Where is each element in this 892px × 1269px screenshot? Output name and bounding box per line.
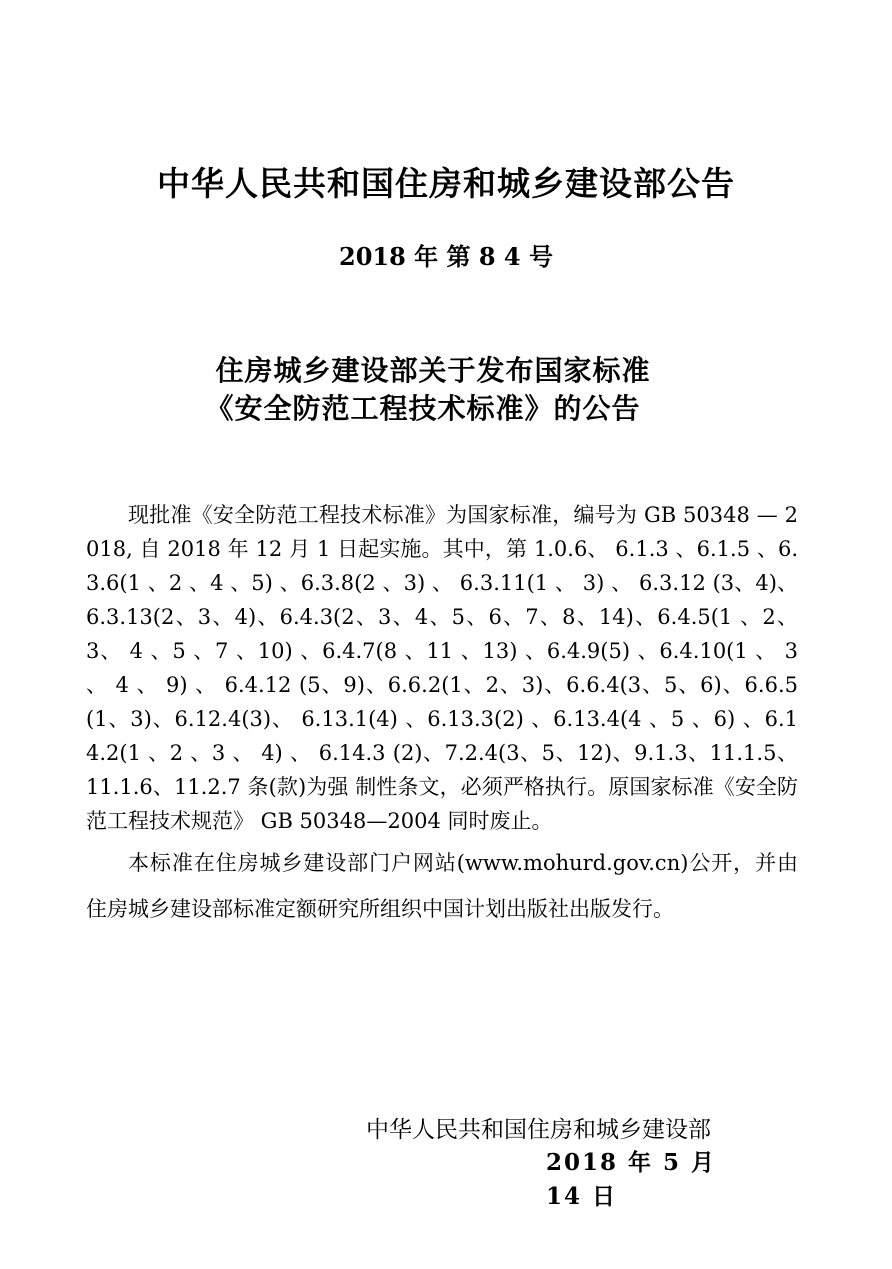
issue-date-line1: 2018 年 5 月 [546,1149,717,1176]
announcement-body [86,498,798,932]
body-paragraph-1: 现批准《安全防范工程技术标准》为国家标准，编号为 GB 50348 — 2018, 自 2018 年 12 月 1 日起实施。其中，第 1.0.6、 6.1.3 、6.1.5 、6.3.6(1 、2 、4 、5) 、6.3.8(2 、3) 、 6.3.11(1 、 3) 、 6.3.12 (3、4)、6.3.13(2、3、4)、6.4.3(2、3、4、5、6、7、8、14)、6.4.5(1 、2、3、 4 、5 、7 、10) 、6.4.7(8 、11 、13) 、6.4.9(5) 、6.4.10(1 、 3 、 4 、 9) 、 6.4.12 (5、9)、6.6.2(1、2、3)、6.6.4(3、5、6)、6.6.5(1、3)、6.12.4(3)、 6.13.1(4) 、6.13.3(2) 、6.13.4(4 、5 、6) 、6.14.2(1 、2 、3 、 4) 、 6.14.3 (2)、7.2.4(3、5、12)、9.1.3、11.1.5、11.1.6、11.2.7 条(款)为强 制性条文，必须严格执行。原国家标准《安全防范工程技术规范》 GB 50348—2004 同时废止。 [86,503,799,833]
announcement-number: 2018 年 第 8 4 号 [339,242,553,271]
issuer-signature: 中华人民共和国住房和城乡建设部 [366,1117,711,1143]
announcement-heading-line1: 住房城乡建设部关于发布国家标准 [215,354,651,387]
announcement-title: 中华人民共和国住房和城乡建设部公告 [157,164,735,203]
body-paragraph-2: 本标准在住房城乡建设部门户网站(www.mohurd.gov.cn)公开，并由住房城乡建设部标准定额研究所组织中国计划出版社出版发行。 [86,851,798,921]
announcement-heading-line2: 《安全防范工程技术标准》的公告 [205,392,641,425]
issue-date-line2: 14 日 [546,1183,618,1210]
